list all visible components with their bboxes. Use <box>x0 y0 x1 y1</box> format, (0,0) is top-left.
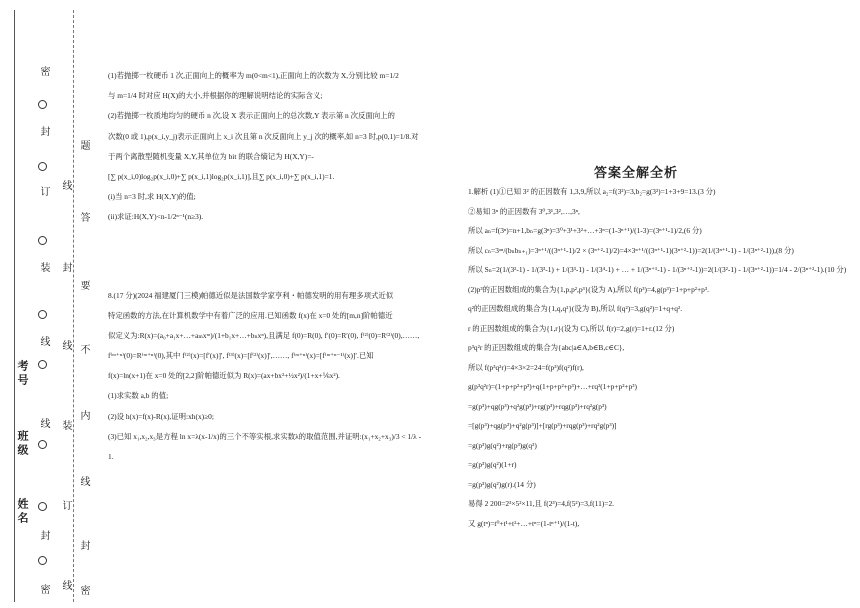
margin-label: 线 <box>78 476 89 488</box>
margin-label: 线 <box>38 336 49 348</box>
problem-line: (i)当 n=3 时,求 H(X,Y)的值; <box>108 192 196 202</box>
margin-label: 封 <box>38 126 49 138</box>
margin-label: 订 <box>60 500 71 512</box>
answer-title: 答案全解全析 <box>594 165 679 180</box>
margin-label: 线 <box>60 580 71 592</box>
answer-line: 所以 Sₙ=2(1/(3²-1) - 1/(3³-1) + 1/(3³-1) - 1/(3⁴-1) + … + 1/(3ⁿ⁺¹-1) - 1/(3ⁿ⁺²-1))=2(1/(3²-1) - 1/(3ⁿ⁺²-1))=1/4 - 2/(3ⁿ⁺²-1).(10 分) <box>468 265 847 274</box>
answer-column <box>468 186 848 537</box>
margin-label: 封 <box>60 262 71 274</box>
margin-line-inner <box>73 10 74 602</box>
problem-line: 于两个离散型随机变量 X,Y,其单位为 bit 的联合熵记为 H(X,Y)=- <box>108 151 314 161</box>
answer-line: 所以 cₙ=3ᵃⁿ/(bₙbₙ₊₁)=3ⁿ⁺¹/((3ⁿ⁺¹-1)/2 × (3ⁿ⁺²-1)/2)=4×3ⁿ⁺¹/((3ⁿ⁺¹-1)(3ⁿ⁺²-1))=2(1/(3ⁿ⁺¹-1) - 1/(3ⁿ⁺²-1)),(8 分) <box>468 245 794 255</box>
answer-line: 又 g(tⁿ)=t⁰+t¹+t²+…+tⁿ=(1-tⁿ⁺¹)/(1-t), <box>468 518 580 528</box>
binding-hole <box>38 360 47 369</box>
answer-line: =[g(p³)+qg(p³)+q²g(p³)]+[rg(p³)+rqg(p³)+rq²g(p³)] <box>468 421 617 430</box>
answer-line: (2)p³的正因数组成的集合为{1,p,p²,p³}(设为 A),所以 f(p³)=4,g(p³)=1+p+p²+p³. <box>468 284 709 294</box>
binding-hole <box>38 100 47 109</box>
problem-line: f⁽ᵐ⁺ⁿ⁾(0)=R⁽ᵐ⁺ⁿ⁾(0),其中 f⁽²⁾(x)=[f′(x)]′, f⁽³⁾(x)=[f⁽²⁾(x)]′,……, f⁽ᵐ⁺ⁿ⁾(x)=[f⁽ᵐ⁺ⁿ⁻¹⁾(x)]′.已知 <box>108 351 374 361</box>
margin-label: 封 <box>38 530 49 542</box>
margin-label: 答 <box>78 212 89 224</box>
margin-label: 不 <box>78 344 89 356</box>
problem-column <box>108 70 448 471</box>
problem-line: (ii)求证:H(X,Y)<n-1/2ⁿ⁻¹(n≥3). <box>108 212 204 222</box>
problem-line: 与 m=1/4 时对应 H(X)的大小,并根据你的理解说明结论的实际含义; <box>108 91 323 101</box>
binding-hole <box>38 236 47 245</box>
problem-line: (2)若抛掷一枚质地均匀的硬币 n 次,设 X 表示正面向上的总次数,Y 表示第 n 次反面向上的 <box>108 111 395 121</box>
margin-label: 线 <box>38 418 49 430</box>
margin-label: 装 <box>38 262 49 274</box>
answer-line: 1.解析 (1)①已知 3² 的正因数有 1,3,9,所以 a₂=f(3²)=3,b₂=g(3²)=1+3+9=13.(3 分) <box>468 187 716 196</box>
binding-hole <box>38 502 47 511</box>
margin-label: 订 <box>38 186 49 198</box>
answer-line: 易得 2 200=2³×5²×11,且 f(2³)=4,f(5²)=3,f(11)=2. <box>468 499 615 508</box>
answer-line: ②易知 3ⁿ 的正因数有 3⁰,3¹,3²,…,3ⁿ, <box>468 206 580 216</box>
margin-label: 密 <box>38 66 49 78</box>
problem-line: 8.(17 分)(2024 福建厦门三模)帕德近似是法国数学家亨利・帕德发明的用有理多项式近似 <box>108 290 394 300</box>
margin-label: 封 <box>78 540 89 552</box>
field-exam-no-label: 考号 <box>16 360 28 388</box>
answer-line: 所以 f(p³q²r)=4×3×2=24=f(p³)f(q²)f(r), <box>468 362 584 372</box>
margin-label: 密 <box>78 585 89 597</box>
answer-line: r 的正因数组成的集合为{1,r}(设为 C),所以 f(r)=2,g(r)=1+r.(12 分) <box>468 323 675 333</box>
binding-margin <box>0 0 96 608</box>
binding-hole <box>38 162 47 171</box>
binding-hole <box>38 310 47 319</box>
problem-line: f(x)=ln(x+1)在 x=0 处的[2,2]阶帕德近似为 R(x)=(ax+bx²+½x²)/(1+x+⅙x²). <box>108 371 340 381</box>
problem-line: 1. <box>108 452 114 461</box>
problem-line: (2)设 h(x)=f(x)-R(x),证明:xh(x)≥0; <box>108 411 214 421</box>
problem-line: [∑ p(x_i,0)log₂p(x_i,0)+∑ p(x_i,1)log₂p(x_i,1)],且∑ p(x_i,0)+∑ p(x_i,1)=1. <box>108 171 335 181</box>
problem-line: (1)若抛掷一枚硬币 1 次,正面向上的概率为 m(0<m<1),正面向上的次数为 X,分别比较 m=1/2 <box>108 71 399 80</box>
binding-hole <box>38 440 47 449</box>
margin-label: 内 <box>78 410 89 422</box>
answer-line: =g(p³)g(q²)g(r).(14 分) <box>468 479 536 489</box>
answer-line: =g(p³)+qg(p³)+q²g(p³)+rg(p³)+rqg(p³)+rq²g(p³) <box>468 401 607 411</box>
answer-line: g(p³q²r)=(1+p+p²+p³)+q(1+p+p²+p³)+…+rq²(1+p+p²+p³) <box>468 382 637 391</box>
answer-line: 所以 aₙ=f(3ⁿ)=n+1,bₙ=g(3ⁿ)=3⁰+3¹+3²+…+3ⁿ=(1-3ⁿ⁺¹)/(1-3)=(3ⁿ⁺¹-1)/2,(6 分) <box>468 226 702 235</box>
answer-line: =g(p³)g(q²)+rg(p³)g(q²) <box>468 440 537 450</box>
answer-line: =g(p³)g(q²)(1+r) <box>468 460 517 469</box>
margin-label: 装 <box>60 420 71 432</box>
answer-line: q²的正因数组成的集合为{1,q,q²}(设为 B),所以 f(q²)=3,g(q²)=1+q+q². <box>468 304 683 313</box>
problem-line: (3)已知 x₁,x₂,x₃是方程 ln x=λ(x-1/x)的三个不等实根,求实数λ的取值范围,并证明:(x₁+x₂+x₃)/3 < 1/λ - <box>108 431 422 441</box>
answer-line: p³q²r 的正因数组成的集合为{abc|a∈A,b∈B,c∈C}, <box>468 343 625 352</box>
binding-hole <box>38 556 47 565</box>
margin-label: 线 <box>60 340 71 352</box>
problem-line: 特定函数的方法,在计算机数学中有着广泛的应用.已知函数 f(x)在 x=0 处的[m,n]阶帕德近 <box>108 310 393 320</box>
field-class-label: 班级 <box>16 430 28 458</box>
problem-line: 似定义为:R(x)=(a₀+a₁x+…+aₘxᵐ)/(1+b₁x+…+bₙxⁿ),且满足 f(0)=R(0), f′(0)=R′(0), f⁽²⁾(0)=R⁽²⁾(0),……, <box>108 330 420 340</box>
problem-line: (1)求实数 a,b 的值; <box>108 391 169 401</box>
margin-label: 要 <box>78 280 89 292</box>
margin-label: 题 <box>78 140 89 152</box>
problem-line: 次数(0 或 1),p(x_i,y_j)表示正面向上 x_i 次且第 n 次反面向上 y_j 次的概率,如 n=3 时,p(0,1)=1/8.对 <box>108 131 419 141</box>
margin-label: 线 <box>60 180 71 192</box>
margin-label: 密 <box>38 584 49 596</box>
field-name-label: 姓名 <box>16 498 28 526</box>
